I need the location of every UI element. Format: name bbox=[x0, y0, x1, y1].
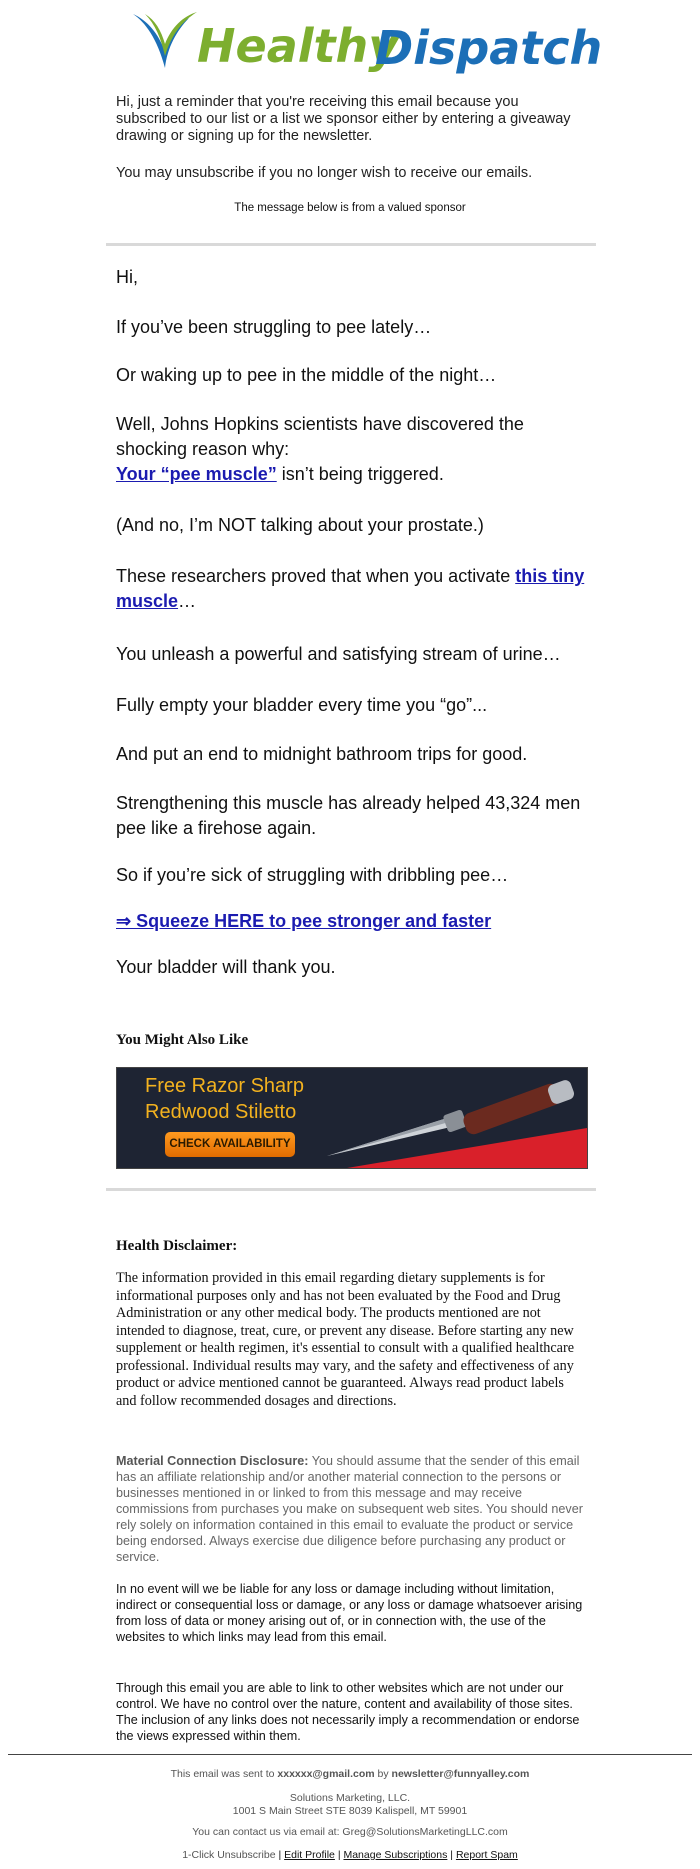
intro-unsubscribe-note: You may unsubscribe if you no longer wish to receive our emails. bbox=[116, 165, 533, 181]
banner-line-2: Redwood Stiletto bbox=[145, 1101, 297, 1123]
footer-contact: You can contact us via email at: Greg@SolutionsMarketingLLC.com bbox=[192, 1826, 508, 1838]
footer-links bbox=[0, 1849, 700, 1862]
body-line-tiny-muscle bbox=[116, 564, 596, 614]
squeeze-here-cta-link[interactable]: ⇒ Squeeze HERE to pee stronger and faster bbox=[116, 911, 492, 931]
logo-word-dispatch: Dispatch bbox=[375, 21, 603, 75]
also-like-heading: You Might Also Like bbox=[116, 1032, 249, 1048]
intro bbox=[116, 94, 586, 202]
greeting: Hi, bbox=[116, 267, 138, 287]
body-line: And put an end to midnight bathroom trips for good. bbox=[116, 744, 528, 764]
edit-profile-link[interactable]: Edit Profile bbox=[284, 1849, 335, 1861]
body-line: Strengthening this muscle has already helped 43,324 men pee like a firehose again. bbox=[116, 793, 581, 838]
one-click-unsubscribe[interactable]: 1-Click Unsubscribe bbox=[182, 1849, 276, 1861]
banner-line-1: Free Razor Sharp bbox=[145, 1075, 304, 1097]
body-line: Your bladder will thank you. bbox=[116, 957, 336, 977]
footer-sent-to bbox=[0, 1768, 700, 1781]
recipient-email: xxxxxx@gmail.com bbox=[277, 1768, 375, 1780]
footer-company: Solutions Marketing, LLC. bbox=[289, 1792, 411, 1804]
body-line: (And no, I’m NOT talking about your prostate.) bbox=[116, 515, 484, 535]
separator: | bbox=[275, 1849, 285, 1861]
footer-text: This email was sent to bbox=[170, 1768, 278, 1780]
cta-line bbox=[116, 909, 596, 934]
health-disclaimer-body: The information provided in this email regarding dietary supplements is for informational purposes only and has not been evaluated by the Food and Drug Administration or any other medical body. The products mentioned are not intended to diagnose, treat, cure, or prevent any disease. Before starting any new supplement or health regimen, it's essential to consult with a qualified healthcare professional. Individual results may vary, and the safety and effectiveness of any product or advice mentioned cannot be guaranteed. Always read product labels and follow recommended dosages and directions. bbox=[116, 1270, 574, 1409]
liability-disclaimer: In no event will we be liable for any loss or damage including without limitation, indirect or consequential loss or damage, or any loss or damage whatsoever arising from loss of data or money arising out of, or in connection with, the use of the websites to which links may lead from this email. bbox=[116, 1582, 583, 1644]
body-line: Fully empty your bladder every time you “go”... bbox=[116, 695, 488, 715]
footer-divider bbox=[8, 1754, 692, 1755]
logo-word-healthy: Healthy bbox=[197, 19, 399, 73]
divider bbox=[106, 243, 596, 246]
body-text: … bbox=[178, 591, 197, 611]
health-disclaimer-title: Health Disclaimer: bbox=[116, 1238, 238, 1254]
separator: | bbox=[447, 1849, 456, 1861]
knife-image bbox=[327, 1076, 587, 1166]
logo[interactable] bbox=[127, 8, 603, 88]
body-line: Well, Johns Hopkins scientists have discovered the shocking reason why: bbox=[116, 414, 524, 459]
manage-subscriptions-link[interactable]: Manage Subscriptions bbox=[343, 1849, 448, 1861]
footer-text: by bbox=[374, 1768, 392, 1780]
material-connection-disclosure bbox=[116, 1453, 586, 1565]
stiletto-ad-banner[interactable] bbox=[116, 1067, 588, 1169]
report-spam-link[interactable]: Report Spam bbox=[455, 1849, 518, 1861]
body-line: You unleash a powerful and satisfying stream of urine… bbox=[116, 644, 561, 664]
pee-muscle-link[interactable]: Your “pee muscle” bbox=[116, 464, 277, 484]
separator: | bbox=[334, 1849, 344, 1861]
check-availability-button[interactable]: CHECK AVAILABILITY bbox=[165, 1132, 295, 1157]
divider bbox=[106, 1188, 596, 1191]
mcd-label: Material Connection Disclosure: bbox=[116, 1454, 309, 1468]
body-line: Or waking up to pee in the middle of the night… bbox=[116, 365, 497, 385]
body-line-pee-muscle bbox=[116, 462, 596, 487]
body-text: These researchers proved that when you activate bbox=[116, 566, 516, 586]
intro-reminder: Hi, just a reminder that you're receiving this email because you subscribed to our list or a list we sponsor either by entering a giveaway drawing or signing up for the newsletter. bbox=[116, 94, 571, 144]
tiny-muscle-link[interactable]: this tiny muscle bbox=[116, 566, 585, 611]
third-party-links-disclaimer: Through this email you are able to link to other websites which are not under our control. We have no control over the nature, content and availability of those sites. The inclusion of any links does not necessarily imply a recommendation or endorse the views expressed within them. bbox=[116, 1681, 580, 1743]
sender-email: newsletter@funnyalley.com bbox=[391, 1768, 530, 1780]
body-line: If you’ve been struggling to pee lately… bbox=[116, 317, 432, 337]
body-line: So if you’re sick of struggling with dribbling pee… bbox=[116, 865, 509, 885]
sponsor-note: The message below is from a valued sponsor bbox=[234, 202, 466, 214]
mcd-text: You should assume that the sender of this email has an affiliate relationship and/or another material connection to the persons or businesses mentioned in or linked to from this message and may receive commissions from purchases you make on subsequent web sites. You should never rely solely on information contained in this email to evaluate the product or service being endorsed. Always exercise due diligence before purchasing any product or service. bbox=[116, 1454, 583, 1564]
body-text: isn’t being triggered. bbox=[276, 464, 444, 484]
footer-address: 1001 S Main Street STE 8039 Kalispell, MT 59901 bbox=[232, 1805, 468, 1817]
v-leaf-logo-icon bbox=[133, 12, 197, 68]
header bbox=[0, 0, 700, 90]
